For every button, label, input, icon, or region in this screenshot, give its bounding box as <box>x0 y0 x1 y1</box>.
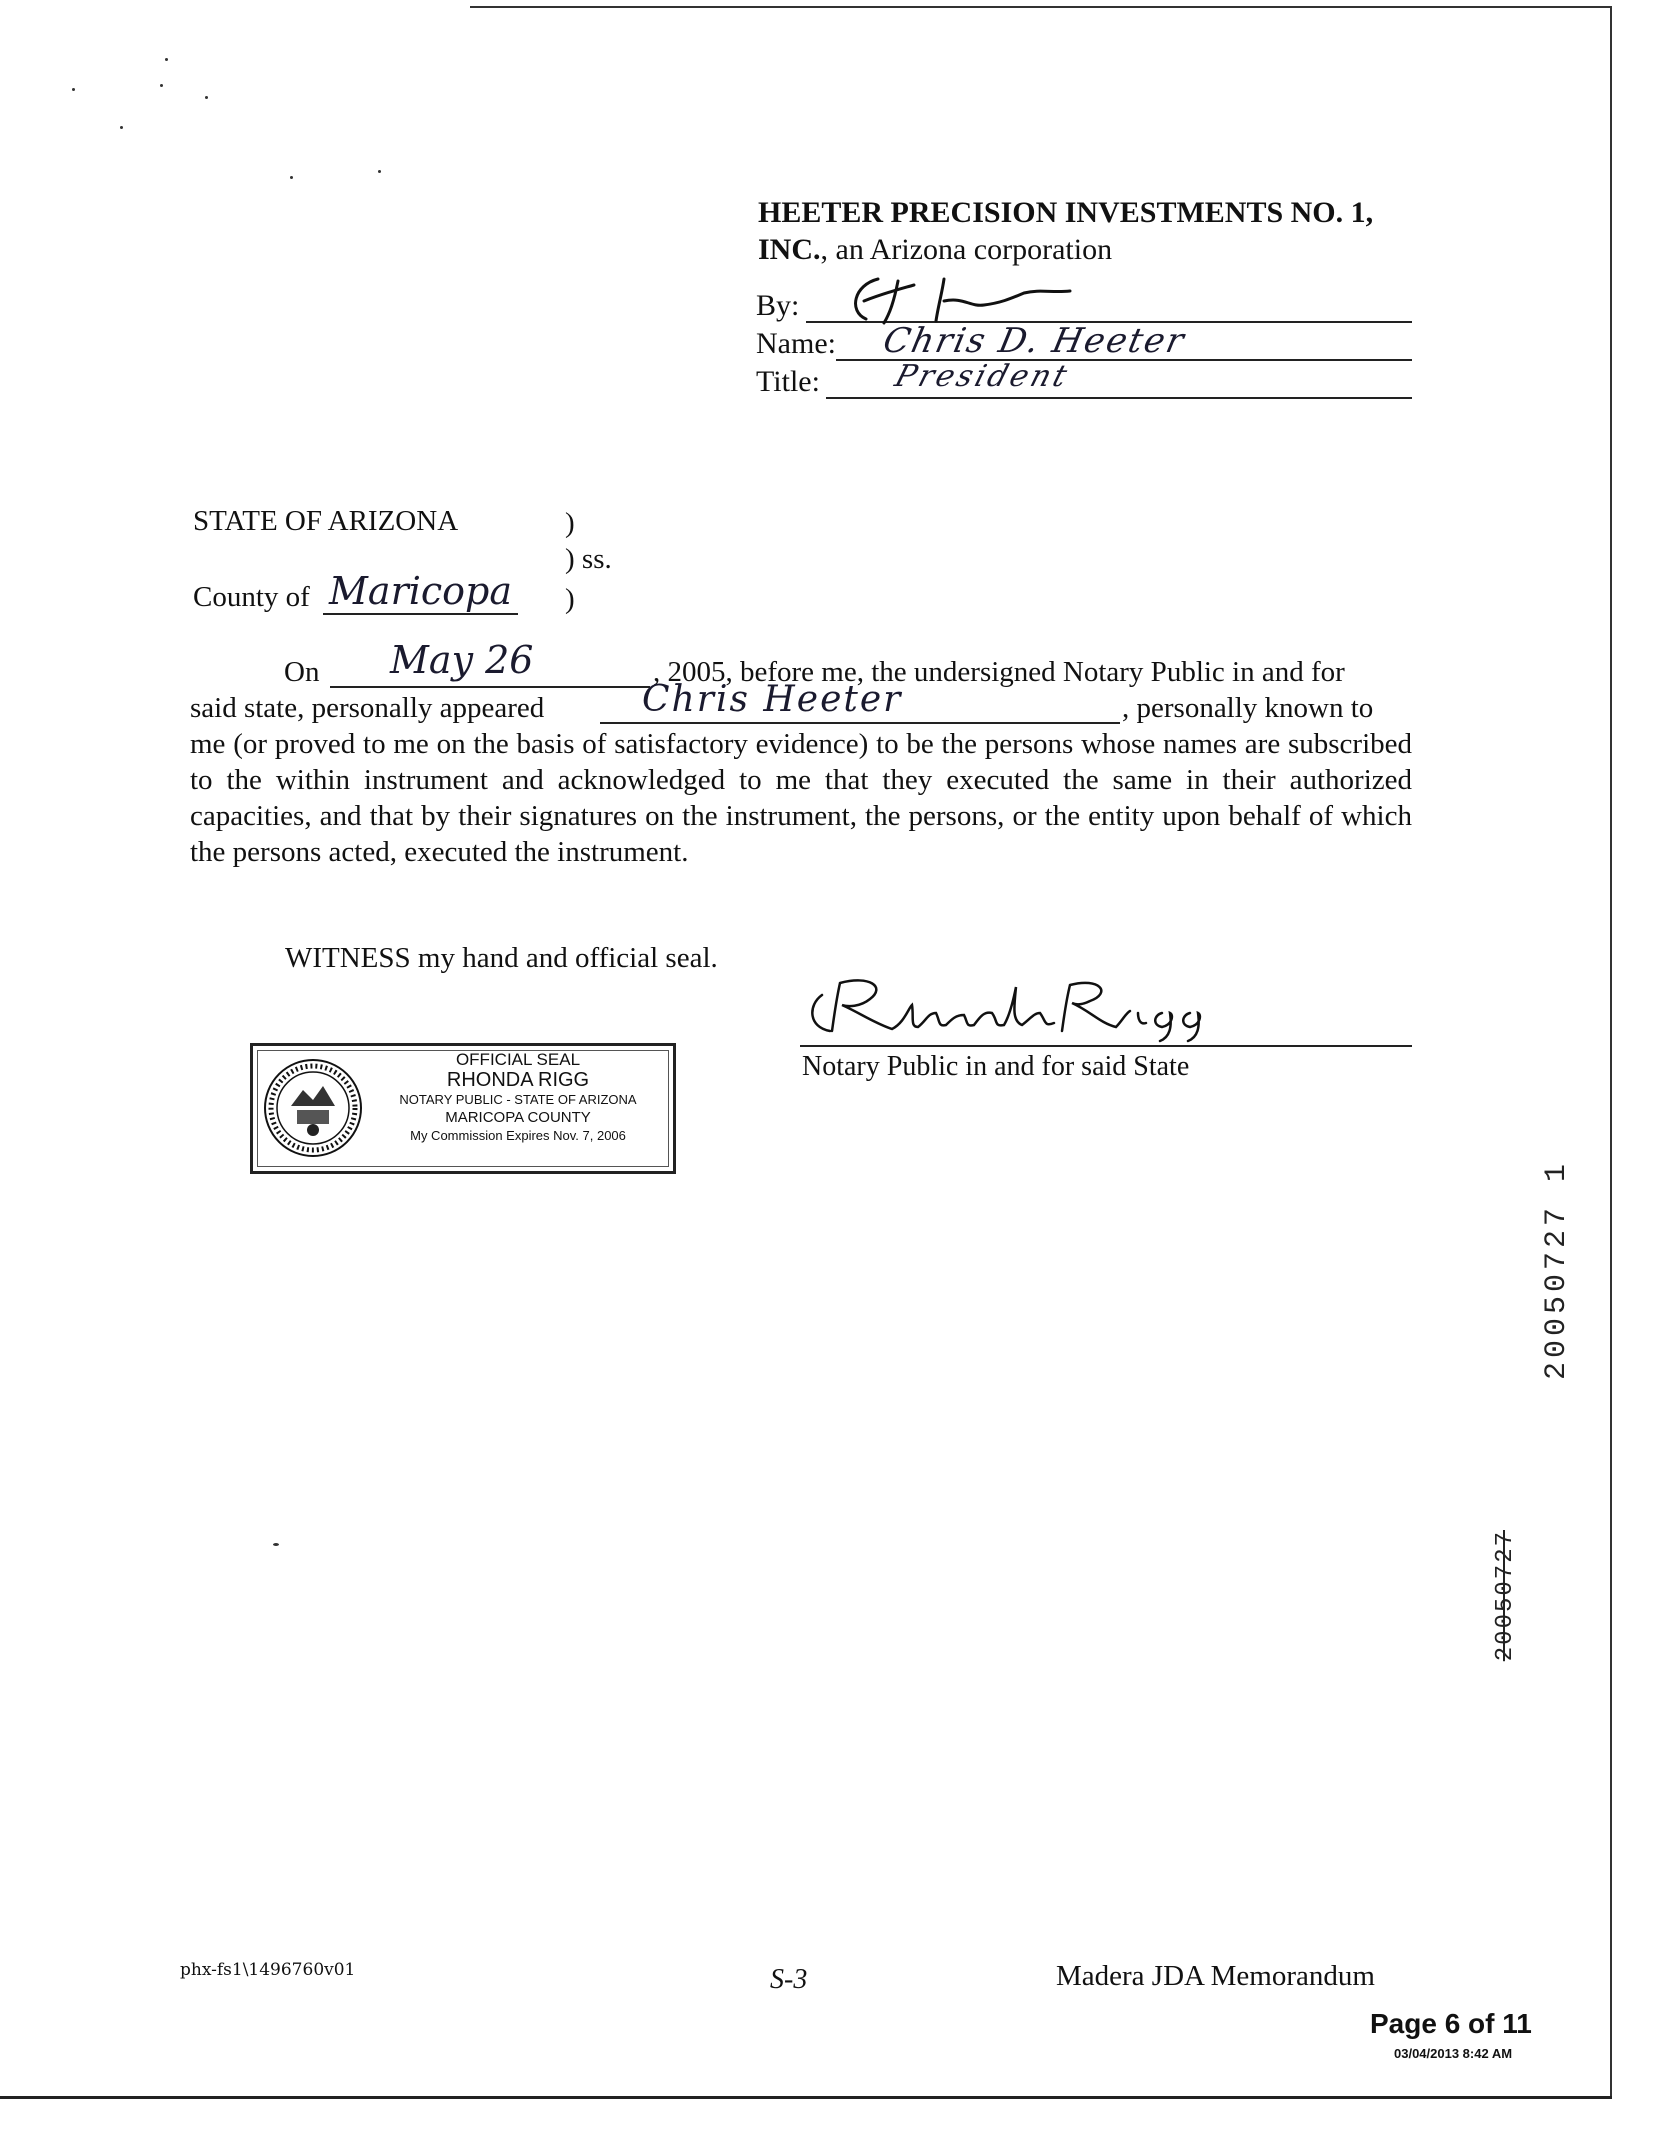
by-label: By: <box>756 289 800 322</box>
name-handwritten: Chris D. Heeter <box>879 321 1190 361</box>
scan-speck <box>273 1543 279 1546</box>
footer-doc-title: Madera JDA Memorandum <box>1056 1960 1375 1992</box>
witness-line: WITNESS my hand and official seal. <box>285 942 718 974</box>
county-paren: ) <box>565 583 575 615</box>
notary-signature-block <box>800 965 1412 1085</box>
county-handwritten: Maricopa <box>323 569 518 615</box>
seal-line2: MARICOPA COUNTY <box>445 1109 591 1126</box>
company-inc: INC. <box>758 233 821 266</box>
date-line <box>330 686 650 688</box>
notary-signature <box>800 965 1280 1045</box>
scan-speck <box>160 84 163 87</box>
recording-number-stamp: 20050727 1 <box>1540 1160 1574 1381</box>
name-row <box>756 323 1412 361</box>
state-name: STATE OF ARIZONA <box>193 505 459 537</box>
ack-line2 <box>190 679 1412 726</box>
bottom-border <box>0 2096 1612 2099</box>
venue-block <box>193 505 653 625</box>
acknowledgment-paragraph <box>190 638 1412 870</box>
crossed-stamp: 20050727 <box>1492 1530 1519 1662</box>
scan-speck <box>165 58 168 61</box>
on-label: On <box>284 656 320 688</box>
footer-page-label: Page 6 of 11 <box>1370 2008 1532 2039</box>
person-handwritten: Chris Heeter <box>642 679 903 720</box>
ack-line2-start: said state, personally appeared <box>190 692 545 724</box>
county-label: County of <box>193 581 310 613</box>
ss-marker: ) ss. <box>565 543 612 575</box>
seal-name: RHONDA RIGG <box>446 1069 590 1091</box>
company-name-line2 <box>758 231 1373 268</box>
title-label: Title: <box>756 365 820 398</box>
title-line <box>826 397 1412 399</box>
ack-rest: me (or proved to me on the basis of satisfactory evidence) to be the persons whose names are subscribed to the within instrument and acknowledged to me that they executed the same in their authorized capacities, and that by their signatures on the instrument, the persons, or the entity upon behalf of which the persons acted, executed the instrument. <box>190 728 1412 868</box>
signature-block <box>756 285 1412 399</box>
seal-title: OFFICIAL SEAL <box>455 1050 581 1069</box>
scan-speck <box>205 96 208 99</box>
scan-speck <box>120 126 123 129</box>
ack-line1-text: , 2005, before me, the undersigned Notary Public in and for <box>653 656 1345 688</box>
footer-timestamp: 03/04/2013 8:42 AM <box>1394 2046 1513 2061</box>
ack-line2-end: , personally known to <box>1122 692 1374 724</box>
company-block <box>758 194 1373 268</box>
title-row <box>756 361 1412 399</box>
person-line <box>600 722 1120 724</box>
notary-caption: Notary Public in and for said State <box>802 1051 1190 1082</box>
official-seal-stamp <box>250 1043 676 1174</box>
by-signature <box>844 271 1104 327</box>
notary-line <box>800 1045 1412 1047</box>
company-name-line1: HEETER PRECISION INVESTMENTS NO. 1, <box>758 196 1374 229</box>
scan-speck <box>290 176 293 179</box>
footer-doc-id: phx-fs1\1496760v01 <box>180 1960 356 1980</box>
arizona-seal-emblem <box>261 1056 365 1160</box>
right-border <box>1610 6 1612 2098</box>
seal-line3: My Commission Expires Nov. 7, 2006 <box>410 1128 626 1143</box>
top-border <box>470 6 1612 8</box>
by-row <box>756 285 1412 323</box>
scan-speck <box>378 170 381 173</box>
seal-line1: NOTARY PUBLIC - STATE OF ARIZONA <box>399 1092 637 1107</box>
state-paren: ) <box>565 507 575 539</box>
seal-text-block <box>373 1050 663 1145</box>
scan-speck <box>72 88 75 91</box>
name-label: Name: <box>756 327 836 360</box>
company-corp-type: , an Arizona corporation <box>820 233 1113 266</box>
footer-page-code: S-3 <box>770 1964 808 1995</box>
date-handwritten: May 26 <box>390 638 534 682</box>
title-handwritten: President <box>890 359 1074 394</box>
